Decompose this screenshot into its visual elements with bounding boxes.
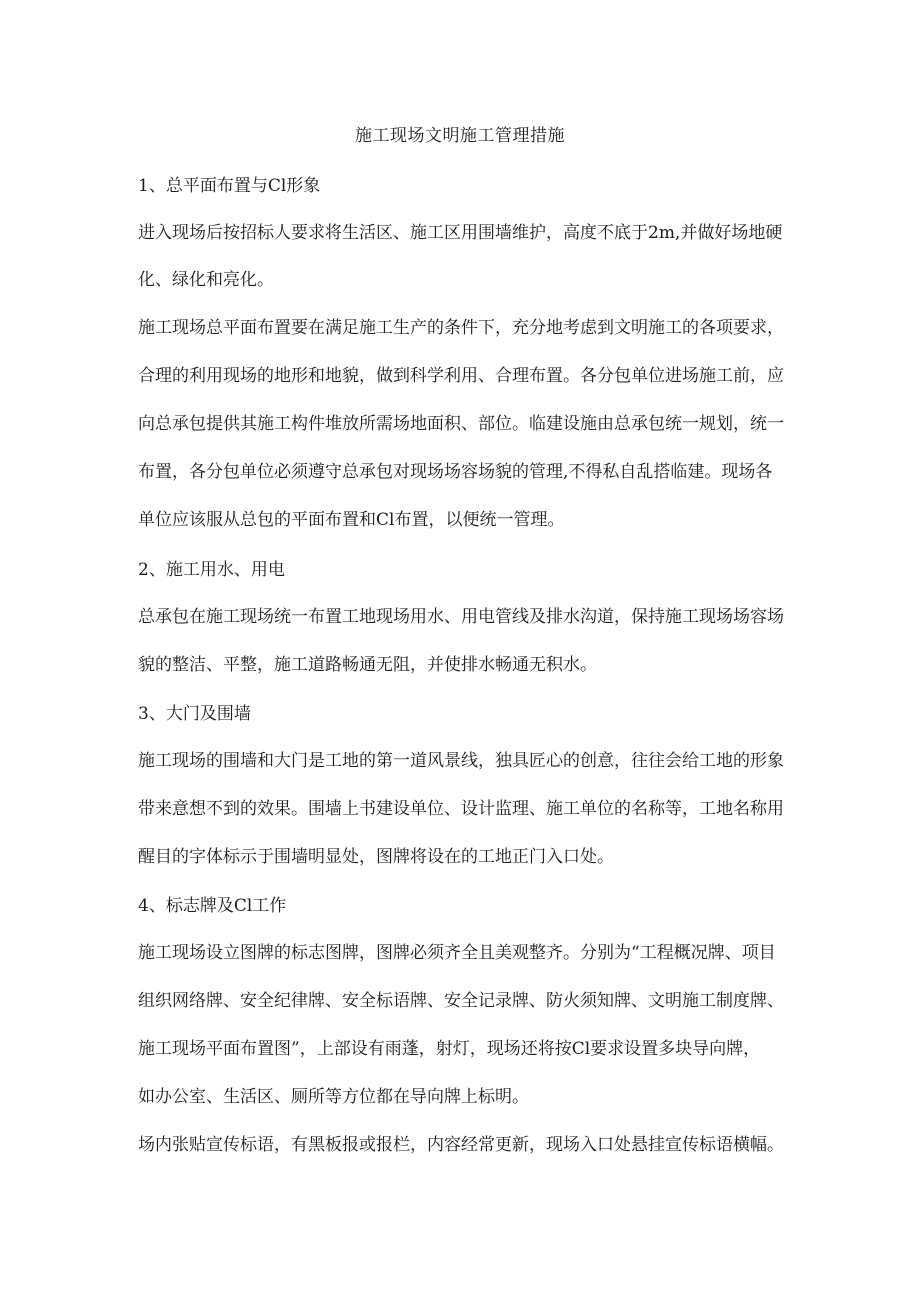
paragraph-line: 带来意想不到的效果。围墙上书建设单位、设计监理、施工单位的名称等，工地名称用 <box>138 799 784 819</box>
paragraph-line: 化、绿化和亮化。 <box>138 270 274 290</box>
paragraph-line: 总承包在施工现场统一布置工地现场用水、用电管线及排水沟道，保持施工现场场容场 <box>138 607 784 627</box>
paragraph-line: 组织网络牌、安全纪律牌、安全标语牌、安全记录牌、防火须知牌、文明施工制度牌、 <box>138 991 784 1011</box>
paragraph-line: 如办公室、生活区、厕所等方位都在导向牌上标明。 <box>138 1087 529 1107</box>
paragraph-line: 进入现场后按招标人要求将生活区、施工区用围墙维护，高度不底于2m,并做好场地硬 <box>138 223 783 243</box>
paragraph-line: 单位应该服从总包的平面布置和Cl布置，以便统一管理。 <box>138 510 565 530</box>
paragraph-line: 合理的利用现场的地形和地貌，做到科学利用、合理布置。各分包单位进场施工前，应 <box>138 366 784 386</box>
section-heading-4: 4、标志牌及Cl工作 <box>138 896 287 916</box>
paragraph-line: 施工现场总平面布置要在满足施工生产的条件下，充分地考虑到文明施工的各项要求， <box>138 318 784 338</box>
paragraph-line: 施工现场的围墙和大门是工地的第一道风景线，独具匠心的创意，往往会给工地的形象 <box>138 751 784 771</box>
document-title: 施工现场文明施工管理措施 <box>355 126 565 146</box>
section-heading-2: 2、施工用水、用电 <box>138 560 285 580</box>
section-heading-3: 3、大门及围墙 <box>138 704 251 724</box>
paragraph-line: 醒目的字体标示于围墙明显处，图牌将设在的工地正门入口处。 <box>138 847 614 867</box>
paragraph-line: 施工现场设立图牌的标志图牌，图牌必须齐全且美观整齐。分别为“工程概况牌、项目 <box>138 943 776 963</box>
paragraph-line: 貌的整洁、平整，施工道路畅通无阻，并使排水畅通无积水。 <box>138 655 597 675</box>
paragraph-line: 向总承包提供其施工构件堆放所需场地面积、部位。临建设施由总承包统一规划，统一 <box>138 414 784 434</box>
paragraph-line: 场内张贴宣传标语，有黑板报或报栏，内容经常更新，现场入口处悬挂宣传标语横幅。 <box>138 1135 784 1155</box>
paragraph-line: 施工现场平面布置图”，上部设有雨蓬，射灯，现场还将按Cl要求设置多块导向牌， <box>138 1039 761 1059</box>
paragraph-line: 布置，各分包单位必须遵守总承包对现场场容场貌的管理,不得私自乱搭临建。现场各 <box>138 462 773 482</box>
section-heading-1: 1、总平面布置与Cl形象 <box>138 176 321 196</box>
